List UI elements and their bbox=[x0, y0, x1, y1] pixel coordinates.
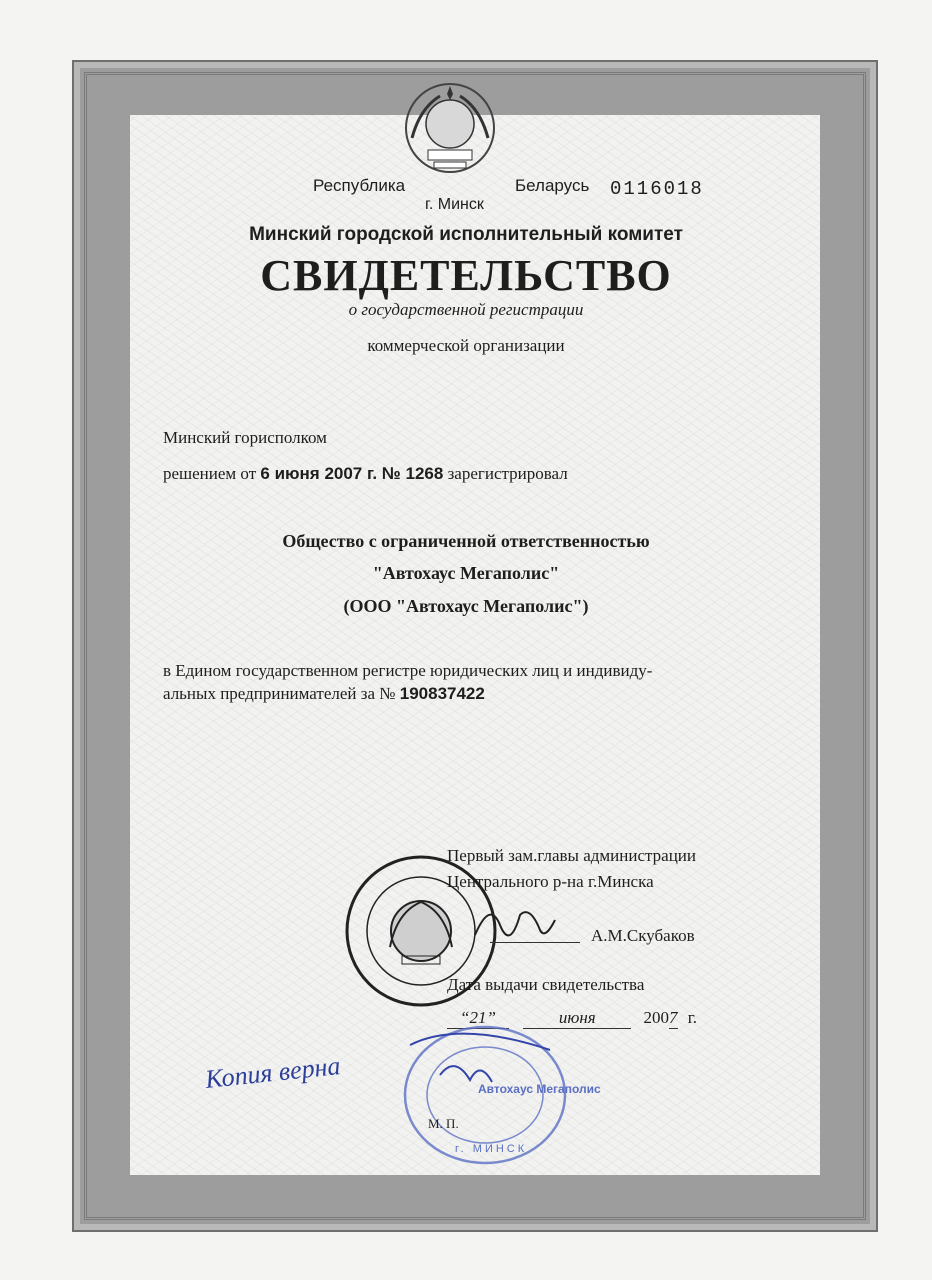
issue-day: “21” bbox=[447, 1008, 509, 1029]
signatory-name: А.М.Скубаков bbox=[591, 926, 695, 945]
issue-date-label: Дата выдачи свидетельства bbox=[447, 975, 645, 994]
company-line1: Общество с ограниченной ответственностью bbox=[282, 531, 650, 551]
company-line2: "Автохаус Мегаполис" bbox=[372, 563, 560, 583]
position-line2: Центрального р-на г.Минска bbox=[447, 872, 654, 891]
register-prefix: альных предпринимателей за № bbox=[163, 684, 396, 703]
belarus-emblem-icon bbox=[400, 78, 500, 178]
page-title: СВИДЕТЕЛЬСТВО bbox=[260, 251, 672, 300]
decision-date-number: 6 июня 2007 г. № 1268 bbox=[260, 464, 444, 483]
issue-year-digit: 7 bbox=[669, 1008, 678, 1027]
serial-number: 0116018 bbox=[610, 178, 704, 200]
official-signature-icon bbox=[470, 895, 560, 950]
decision-suffix: зарегистрировал bbox=[447, 464, 568, 483]
decision-prefix: решением от bbox=[163, 464, 257, 483]
registrar: Минский горисполком bbox=[163, 428, 327, 447]
register-line1: в Едином государственном регистре юридических лиц и индивиду- bbox=[163, 661, 653, 680]
mp-label: М. П. bbox=[428, 1116, 459, 1131]
register-line2 bbox=[163, 684, 485, 704]
committee-name: Минский городской исполнительный комитет bbox=[249, 224, 683, 245]
register-number: 190837422 bbox=[399, 684, 485, 703]
issue-year-prefix: 200 bbox=[643, 1008, 669, 1027]
blue-stamp-city: г. МИНСК bbox=[455, 1143, 528, 1155]
issue-day-value: 21 bbox=[469, 1008, 487, 1027]
org-type: коммерческой организации bbox=[367, 336, 565, 355]
decision-line bbox=[163, 464, 568, 484]
title-subtitle: о государственной регистрации bbox=[348, 300, 584, 319]
header-city: г. Минск bbox=[425, 196, 484, 213]
issue-year bbox=[644, 1008, 678, 1027]
header-republic: Республика bbox=[313, 176, 406, 195]
year-suffix: г. bbox=[687, 1008, 698, 1027]
blue-stamp-text: Автохаус Мегаполис bbox=[478, 1082, 601, 1096]
position-line1: Первый зам.главы администрации bbox=[447, 846, 696, 865]
header-belarus: Беларусь bbox=[515, 176, 590, 195]
company-line3: (ООО "Автохаус Мегаполис") bbox=[343, 596, 589, 616]
handwritten-note: Копия верна bbox=[203, 1050, 342, 1095]
issue-month: июня bbox=[523, 1008, 631, 1029]
